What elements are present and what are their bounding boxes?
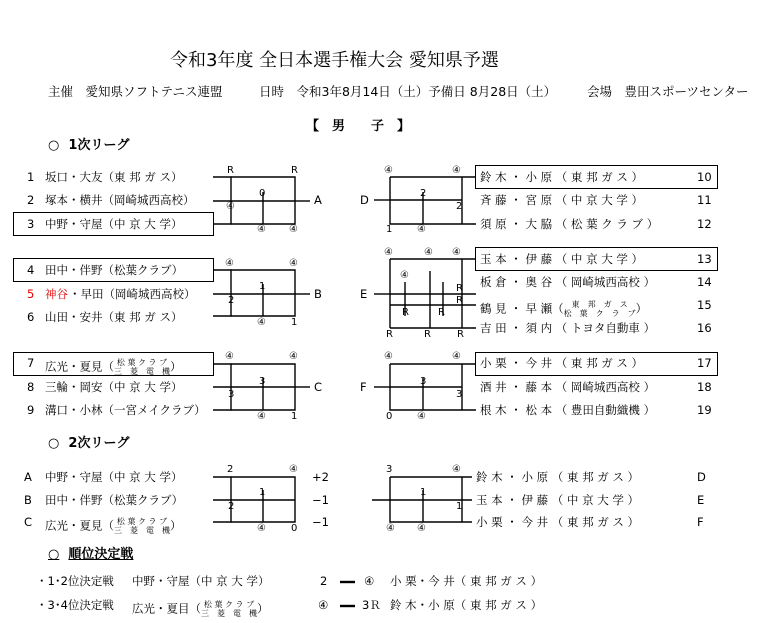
score: ④ xyxy=(225,258,234,269)
pair-3-num: 3 xyxy=(27,217,35,231)
pair-16-num: 16 xyxy=(697,321,712,335)
score: 1 xyxy=(259,487,266,498)
pair-12-num: 12 xyxy=(697,217,712,231)
score: 1 xyxy=(420,487,427,498)
second-label-d: D xyxy=(697,470,706,484)
score: ④ xyxy=(417,411,426,422)
pair-13-text: 玉 本 ・ 伊 藤 （ 中 京 大 学 ） xyxy=(480,252,644,266)
score: 3 xyxy=(420,376,427,387)
pair-18-text: 酒 井 ・ 藤 本 （ 岡崎城西高校 ） xyxy=(480,380,656,394)
second-result-a: +2 xyxy=(312,470,329,484)
pair-9-text: 溝口・小林（一宮メイクラブ） xyxy=(45,403,206,417)
pair-10-text: 鈴 木 ・ 小 原 （ 東 邦 ガ ス ） xyxy=(480,170,644,184)
club-bottom: 三 菱 電 機 xyxy=(201,609,257,618)
ranking-match-1-pair1: 中野・守屋（中 京 大 学） xyxy=(132,574,270,588)
category-heading: 【 男 子 】 xyxy=(306,119,411,134)
score: ④ xyxy=(424,247,433,258)
score: 0 xyxy=(386,411,393,422)
pair-15-text: 鶴 見 ・ 早 瀬（ 東 邦 ガ ス 松 葉 ク ラ ブ） xyxy=(480,300,648,318)
score: ④ xyxy=(452,165,461,176)
second-label-a: A xyxy=(24,470,32,484)
score: 2 xyxy=(456,201,463,212)
second-label-f: F xyxy=(697,515,704,529)
second-result-b: −1 xyxy=(312,493,329,507)
ranking-match-1-pair2: 小 栗・今 井（ 東 邦 ガ ス ） xyxy=(390,574,543,588)
score: 0 xyxy=(259,188,266,199)
score: R xyxy=(227,165,234,176)
score: 3 xyxy=(456,389,463,400)
pair-7-num: 7 xyxy=(27,356,35,370)
second-pair-a: 中野・守屋（中 京 大 学） xyxy=(45,470,183,484)
pair-12-text: 須 原 ・ 大 脇 （ 松 葉 ク ラ ブ ） xyxy=(480,217,659,231)
ranking-match-2-pair1: 広光・夏目（ 松 葉 ク ラ ブ 三 菱 電 機） xyxy=(132,600,269,618)
pair-2-text: 塚本・横井（岡崎城西高校） xyxy=(45,193,195,207)
date-text: 日時 令和3年8月14日（土）予備日 8月28日（土） xyxy=(259,84,557,99)
pair-8-num: 8 xyxy=(27,380,35,394)
group-label-a: A xyxy=(314,193,322,207)
score: ④ xyxy=(226,201,235,212)
score: R xyxy=(386,329,393,340)
pair-19-text: 根 木 ・ 松 本 （ 豊田自動織機 ） xyxy=(480,403,656,417)
score: 3 xyxy=(259,376,266,387)
pair-16-text: 吉 田 ・ 須 内 （ トヨタ自動車 ） xyxy=(480,321,656,335)
circle-bullet-icon: ○ xyxy=(48,138,60,153)
pair-7-text: 広光・夏見（ 松 葉 ク ラ ブ 三 菱 電 機） xyxy=(45,358,182,376)
score: ④ xyxy=(417,523,426,534)
pair-15-clubs xyxy=(564,300,636,318)
club-bottom: 三 菱 電 機 xyxy=(114,526,170,535)
ranking-label: 順位決定戦 xyxy=(68,547,134,562)
score: R xyxy=(402,307,409,318)
score: R xyxy=(456,295,463,306)
score: 1 xyxy=(291,317,298,328)
score: 3 xyxy=(228,389,235,400)
score: ④ xyxy=(400,270,409,281)
score: R xyxy=(291,165,298,176)
club-top: 東 邦 ガ ス xyxy=(571,300,628,309)
pair-7-names: 広光・夏見 xyxy=(45,359,103,374)
pair-18-num: 18 xyxy=(697,380,712,394)
score: 1 xyxy=(386,224,393,235)
second-result-c: −1 xyxy=(312,515,329,529)
score: 2 xyxy=(227,464,234,475)
second-pair-b: 田中・伴野（松葉クラブ） xyxy=(45,493,184,507)
group-label-e: E xyxy=(360,287,368,301)
score: 0 xyxy=(291,523,298,534)
club-top: 松 葉 ク ラ ブ xyxy=(203,600,255,609)
second-pair-c-clubs xyxy=(114,517,170,535)
score: 2 xyxy=(228,501,235,512)
pair-8-text: 三輪・岡安（中 京 大 学） xyxy=(45,380,183,394)
score: R xyxy=(457,329,464,340)
score: R xyxy=(438,307,445,318)
second-label-b: B xyxy=(24,493,32,507)
score: ④ xyxy=(257,523,266,534)
score: 3 xyxy=(386,464,393,475)
group-label-c: C xyxy=(314,380,323,394)
score: ④ xyxy=(257,411,266,422)
score: ④ xyxy=(257,317,266,328)
score: ④ xyxy=(384,165,393,176)
circle-bullet-icon: ○ xyxy=(48,436,60,451)
score: ④ xyxy=(384,351,393,362)
pair-10-num: 10 xyxy=(697,170,712,184)
pair-14-text: 板 倉 ・ 奥 谷 （ 岡崎城西高校 ） xyxy=(480,275,656,289)
ranking-match-2-clubs xyxy=(201,600,257,618)
ranking-match-1-label: ・1･2位決定戦 xyxy=(36,574,114,588)
score: R xyxy=(424,329,431,340)
pair-19-num: 19 xyxy=(697,403,712,417)
pair-17-text: 小 栗 ・ 今 井 （ 東 邦 ガ ス ） xyxy=(480,356,644,370)
first-league-label: 1次リーグ xyxy=(68,138,130,153)
pair-5-num: 5 xyxy=(27,287,35,301)
score: ④ xyxy=(417,224,426,235)
pair-13-num: 13 xyxy=(697,252,712,266)
group-label-b: B xyxy=(314,287,322,301)
pair-6-text: 山田・安井（東 邦 ガ ス） xyxy=(45,310,183,324)
second-pair-c-names: 広光・夏見 xyxy=(45,518,103,533)
club-bottom: 三 菱 電 機 xyxy=(114,367,170,376)
ranking-match-1-score1: 2 xyxy=(320,574,328,588)
page-title: 令和3年度 全日本選手権大会 愛知県予選 xyxy=(170,50,499,71)
ranking-match-2-pair2: 鈴 木・小 原（ 東 邦 ガ ス ） xyxy=(390,598,543,612)
score: R xyxy=(456,283,463,294)
pair-7-clubs xyxy=(114,358,170,376)
group-label-f: F xyxy=(360,380,367,394)
score: ④ xyxy=(289,224,298,235)
score: ④ xyxy=(384,247,393,258)
ranking-match-2-score2: 3Ｒ xyxy=(362,598,381,612)
pair-9-num: 9 xyxy=(27,403,35,417)
score: 2 xyxy=(228,295,235,306)
score: ④ xyxy=(225,351,234,362)
pair-2-num: 2 xyxy=(27,193,35,207)
ranking-match-2-score1: ④ xyxy=(318,598,329,612)
score: ④ xyxy=(452,247,461,258)
second-pair-d: 鈴 木 ・ 小 原 （ 東 邦 ガ ス ） xyxy=(476,470,640,484)
second-label-e: E xyxy=(697,493,705,507)
pair-17-num: 17 xyxy=(697,356,712,370)
second-league-label: 2次リーグ xyxy=(68,436,130,451)
score: ④ xyxy=(452,464,461,475)
host-text: 主催 愛知県ソフトテニス連盟 xyxy=(48,84,223,99)
score: 1 xyxy=(456,501,463,512)
pair-14-num: 14 xyxy=(697,275,712,289)
venue-text: 会場 豊田スポーツセンター xyxy=(587,84,749,99)
circle-bullet-icon: ○ xyxy=(48,547,60,562)
score: ④ xyxy=(289,351,298,362)
pair-1-num: 1 xyxy=(27,170,35,184)
pair-1-text: 坂口・大友（東 邦 ガ ス） xyxy=(45,170,183,184)
score: 1 xyxy=(291,411,298,422)
score: 1 xyxy=(259,281,266,292)
second-pair-c: 広光・夏見（ 松 葉 ク ラ ブ 三 菱 電 機） xyxy=(45,517,182,535)
pair-5-name-red: 神谷 xyxy=(45,287,68,301)
pair-6-num: 6 xyxy=(27,310,35,324)
club-top: 松 葉 ク ラ ブ xyxy=(116,358,168,367)
pair-4-text: 田中・伴野（松葉クラブ） xyxy=(45,263,184,277)
score: 2 xyxy=(420,188,427,199)
club-top: 松 葉 ク ラ ブ xyxy=(116,517,168,526)
second-label-c: C xyxy=(24,515,33,529)
pair-3-text: 中野・守屋（中 京 大 学） xyxy=(45,217,183,231)
pair-11-num: 11 xyxy=(697,193,712,207)
pair-11-text: 斉 藤 ・ 宮 原 （ 中 京 大 学 ） xyxy=(480,193,644,207)
pair-15-names: 鶴 見 ・ 早 瀬 xyxy=(480,301,553,316)
ranking-match-2-label: ・3･4位決定戦 xyxy=(36,598,114,612)
pair-5-text: ・早田（岡崎城西高校） xyxy=(69,287,196,301)
score: ④ xyxy=(289,258,298,269)
score: ④ xyxy=(289,464,298,475)
club-bottom: 松 葉 ク ラ ブ xyxy=(563,309,636,318)
ranking-match-1-score2: ④ xyxy=(364,574,375,588)
pair-4-num: 4 xyxy=(27,263,35,277)
group-label-d: D xyxy=(360,193,369,207)
score: ④ xyxy=(257,224,266,235)
ranking-match-2-names: 広光・夏目 xyxy=(132,601,190,616)
pair-15-num: 15 xyxy=(697,298,712,312)
second-pair-f: 小 栗 ・ 今 井 （ 東 邦 ガ ス ） xyxy=(476,515,640,529)
score: ④ xyxy=(386,523,395,534)
score: ④ xyxy=(452,351,461,362)
second-pair-e: 玉 本 ・ 伊 藤 （ 中 京 大 学 ） xyxy=(476,493,640,507)
